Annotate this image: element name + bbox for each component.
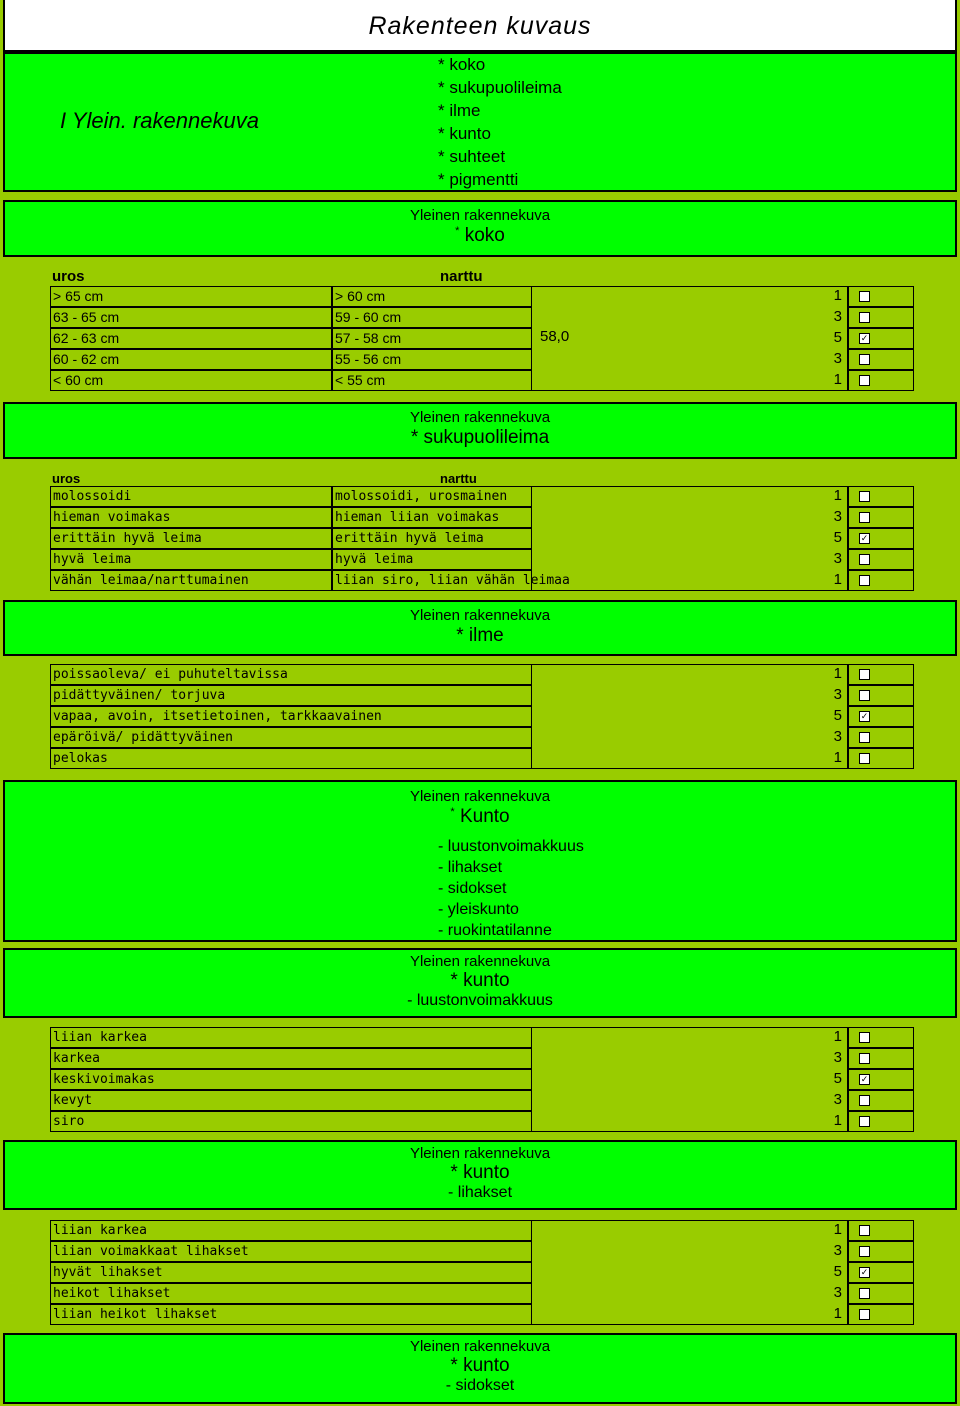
row-checkbox-cell — [848, 1090, 914, 1111]
row-score: 3 — [833, 308, 842, 325]
row-label-cell: pelokas — [50, 748, 532, 769]
row-male-cell: molossoidi — [50, 486, 332, 507]
score-checkbox[interactable] — [859, 1225, 870, 1236]
row-checkbox-cell — [848, 528, 914, 549]
score-checkbox[interactable] — [859, 291, 870, 302]
row-checkbox-cell — [848, 1262, 914, 1283]
row-female-cell: 57 - 58 cm — [332, 328, 532, 349]
row-checkbox-cell — [848, 1220, 914, 1241]
score-checkbox[interactable] — [859, 312, 870, 323]
row-score: 1 — [833, 749, 842, 766]
col-female-label: narttu — [440, 268, 483, 285]
sidokset-heading: * kunto — [450, 1355, 510, 1376]
intro-item: * sukupuolileima — [438, 78, 562, 97]
row-label-cell: hyvät lihakset — [50, 1262, 532, 1283]
row-female-cell: molossoidi, urosmainen — [332, 486, 532, 507]
row-score: 1 — [833, 1305, 842, 1322]
row-checkbox-cell — [848, 370, 914, 391]
row-checkbox-cell — [848, 664, 914, 685]
row-female-cell: liian siro, liian vähän leimaa — [332, 570, 532, 591]
score-checkbox[interactable] — [859, 1032, 870, 1043]
row-score: 3 — [833, 1284, 842, 1301]
score-checkbox[interactable] — [859, 491, 870, 502]
score-checkbox[interactable] — [859, 375, 870, 386]
score-checkbox[interactable]: ✓ — [860, 711, 869, 721]
row-male-cell: hyvä leima — [50, 549, 332, 570]
score-checkbox[interactable] — [859, 1288, 870, 1299]
page-title-bar — [3, 0, 957, 52]
col-male-label: uros — [52, 268, 85, 285]
row-male-cell: 63 - 65 cm — [50, 307, 332, 328]
row-checkbox-cell — [848, 1304, 914, 1325]
section-label: Yleinen rakennekuva — [409, 409, 551, 426]
sukupuolileima-heading: * sukupuolileima — [410, 427, 550, 448]
row-score: 3 — [833, 350, 842, 367]
kunto-item: - lihakset — [438, 859, 503, 876]
section-label: Yleinen rakennekuva — [409, 207, 551, 224]
row-female-cell: hieman liian voimakas — [332, 507, 532, 528]
row-label-cell: epäröivä/ pidättyväinen — [50, 727, 532, 748]
score-checkbox[interactable]: ✓ — [860, 533, 869, 543]
score-checkbox[interactable] — [859, 1095, 870, 1106]
score-checkbox[interactable]: ✓ — [860, 1074, 869, 1084]
row-label-cell: liian karkea — [50, 1220, 532, 1241]
intro-item: * suhteet — [438, 147, 506, 166]
row-checkbox-cell — [848, 1069, 914, 1090]
lihakset-heading: * kunto — [450, 1162, 510, 1183]
row-checkbox-cell — [848, 727, 914, 748]
row-label-cell: liian heikot lihakset — [50, 1304, 532, 1325]
intro-item: * ilme — [438, 101, 481, 120]
col-male-label: uros — [52, 471, 81, 486]
row-score: 1 — [833, 665, 842, 682]
row-score: 3 — [833, 550, 842, 567]
score-checkbox[interactable] — [859, 1053, 870, 1064]
score-checkbox[interactable]: ✓ — [860, 333, 869, 343]
row-male-cell: > 65 cm — [50, 286, 332, 307]
intro-label: I Ylein. rakennekuva — [60, 108, 259, 133]
row-checkbox-cell — [848, 706, 914, 727]
row-checkbox-cell — [848, 748, 914, 769]
kunto-item: - luustonvoimakkuus — [438, 838, 584, 855]
row-checkbox-cell — [848, 570, 914, 591]
row-label-cell: liian karkea — [50, 1027, 532, 1048]
row-score: 1 — [833, 1112, 842, 1129]
row-score: 3 — [833, 686, 842, 703]
score-checkbox[interactable]: ✓ — [860, 1267, 869, 1277]
row-checkbox-cell — [848, 685, 914, 706]
row-checkbox-cell — [848, 1027, 914, 1048]
kunto-item: - yleiskunto — [438, 901, 519, 918]
ilme-header — [3, 600, 957, 656]
row-label-cell: keskivoimakas — [50, 1069, 532, 1090]
row-score: 3 — [833, 508, 842, 525]
row-checkbox-cell — [848, 486, 914, 507]
row-male-cell: 60 - 62 cm — [50, 349, 332, 370]
kunto-item: - sidokset — [438, 880, 507, 897]
section-label: Yleinen rakennekuva — [409, 607, 551, 624]
row-checkbox-cell — [848, 307, 914, 328]
row-male-cell: hieman voimakas — [50, 507, 332, 528]
row-score: 5 — [833, 529, 842, 546]
row-label-cell: vapaa, avoin, itsetietoinen, tarkkaavainen — [50, 706, 532, 727]
koko-heading: * koko — [455, 225, 505, 246]
row-checkbox-cell — [848, 507, 914, 528]
koko-header — [3, 200, 957, 257]
section-label: Yleinen rakennekuva — [409, 788, 551, 805]
row-checkbox-cell — [848, 1241, 914, 1262]
row-score: 1 — [833, 487, 842, 504]
row-female-cell: 59 - 60 cm — [332, 307, 532, 328]
kunto-item: - ruokintatilanne — [438, 922, 552, 939]
sidokset-header — [3, 1333, 957, 1404]
lihakset-subheading: - lihakset — [447, 1184, 513, 1201]
score-checkbox[interactable] — [859, 1246, 870, 1257]
score-checkbox[interactable] — [859, 753, 870, 764]
row-label-cell: pidättyväinen/ torjuva — [50, 685, 532, 706]
row-score: 1 — [833, 371, 842, 388]
row-female-cell: 55 - 56 cm — [332, 349, 532, 370]
row-female-cell: < 55 cm — [332, 370, 532, 391]
intro-item: * pigmentti — [438, 170, 519, 189]
row-score: 5 — [833, 1263, 842, 1280]
row-score: 5 — [833, 1070, 842, 1087]
row-checkbox-cell — [848, 1048, 914, 1069]
row-checkbox-cell — [848, 328, 914, 349]
row-label-cell: liian voimakkaat lihakset — [50, 1241, 532, 1262]
row-label-cell: poissaoleva/ ei puhuteltavissa — [50, 664, 532, 685]
sukupuolileima-header — [3, 402, 957, 459]
row-male-cell: erittäin hyvä leima — [50, 528, 332, 549]
col-female-label: narttu — [440, 471, 477, 486]
intro-item: * kunto — [438, 124, 491, 143]
sidokset-subheading: - sidokset — [445, 1377, 515, 1394]
section-label: Yleinen rakennekuva — [409, 1145, 551, 1162]
row-score: 3 — [833, 1242, 842, 1259]
intro-item: * koko — [438, 55, 486, 74]
koko-value: 58,0 — [540, 328, 570, 345]
luusto-subheading: - luustonvoimakkuus — [407, 992, 553, 1009]
score-checkbox[interactable] — [859, 732, 870, 743]
row-score: 5 — [833, 707, 842, 724]
row-score: 3 — [833, 1049, 842, 1066]
row-checkbox-cell — [848, 286, 914, 307]
row-score: 3 — [833, 1091, 842, 1108]
row-score: 1 — [833, 1028, 842, 1045]
score-checkbox[interactable] — [859, 669, 870, 680]
ilme-heading: * ilme — [456, 625, 504, 646]
row-score: 1 — [833, 287, 842, 304]
section-label: Yleinen rakennekuva — [409, 1338, 551, 1355]
row-score: 1 — [833, 1221, 842, 1238]
row-label-cell: kevyt — [50, 1090, 532, 1111]
score-checkbox[interactable] — [859, 1116, 870, 1127]
row-label-cell: karkea — [50, 1048, 532, 1069]
row-female-cell: erittäin hyvä leima — [332, 528, 532, 549]
lihakset-header — [3, 1140, 957, 1210]
row-female-cell: hyvä leima — [332, 549, 532, 570]
row-score: 1 — [833, 571, 842, 588]
luusto-heading: * kunto — [450, 970, 510, 991]
score-checkbox[interactable] — [859, 1309, 870, 1320]
row-male-cell: < 60 cm — [50, 370, 332, 391]
score-checkbox[interactable] — [859, 354, 870, 365]
score-checkbox[interactable] — [859, 512, 870, 523]
row-checkbox-cell — [848, 1111, 914, 1132]
row-label-cell: heikot lihakset — [50, 1283, 532, 1304]
row-female-cell: > 60 cm — [332, 286, 532, 307]
row-checkbox-cell — [848, 349, 914, 370]
score-checkbox[interactable] — [859, 575, 870, 586]
page-title: Rakenteen kuvaus — [368, 12, 592, 40]
section-label: Yleinen rakennekuva — [409, 953, 551, 970]
row-male-cell: vähän leimaa/narttumainen — [50, 570, 332, 591]
row-score: 3 — [833, 728, 842, 745]
row-checkbox-cell — [848, 1283, 914, 1304]
kunto-intro-heading: * Kunto — [450, 806, 510, 827]
luusto-header — [3, 948, 957, 1018]
row-label-cell: siro — [50, 1111, 532, 1132]
row-score: 5 — [833, 329, 842, 346]
row-checkbox-cell — [848, 549, 914, 570]
score-checkbox[interactable] — [859, 690, 870, 701]
row-male-cell: 62 - 63 cm — [50, 328, 332, 349]
score-checkbox[interactable] — [859, 554, 870, 565]
